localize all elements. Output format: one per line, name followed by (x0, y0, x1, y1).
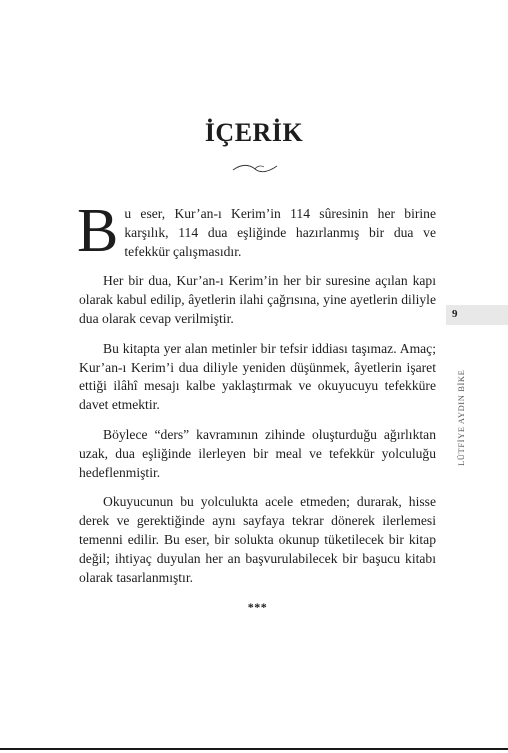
drop-cap: B (77, 197, 119, 265)
paragraph-3: Bu kitapta yer alan metinler bir tefsir iddiası taşımaz. Amaç; Kur’an-ı Kerim’i dua diliyle yeniden düşünmek, âyetlerin işaret ettiği ilâhî mesajı kalbe yaklaştırmak ve okuyucuyu tefekküre davet etmektir. (79, 340, 436, 413)
chapter-title: İÇERİK (204, 118, 304, 147)
body-text (77, 197, 436, 617)
paragraph-4: Böylece “ders” kavramının zihinde oluşturduğu ağırlıktan uzak, dua eşliğinde ilerleyen bir meal ve tefekkür yolculuğu hedeflenmiştir. (79, 426, 436, 480)
paragraph-2: Her bir dua, Kur’an-ı Kerim’in her bir suresine açılan kapı olarak kabul edilip, âyetlerin ilahi çağrısına, yine ayetlerin diliyle dua olarak cevap verilmiştir. (79, 273, 436, 326)
paragraph-1-text: u eser, Kur’an-ı Kerim’in 114 sûresinin her birine karşılık, 114 dua eşliğinde hazırlanmış bir dua ve tefekkür çalışmasıdır. (124, 206, 436, 259)
paragraph-5: Okuyucunun bu yolculukta acele etmeden; durarak, hisse derek ve gerektiğinde aynı sayfaya tekrar dönerek ilerlemesi temenni edilir. Bu eser, bir solukta okunup tüketilecek bir kitap değil; ihtiyaç duyulan her an başvurulabilecek bir başucu kitabı olarak tasarlanmıştır. (79, 494, 436, 585)
running-head-text: LÜTFİYE AYDIN BİKE (456, 369, 466, 466)
bottom-rule (0, 748, 508, 750)
section-break: *** (247, 600, 268, 615)
running-head (456, 338, 468, 468)
ornament-flourish-icon (231, 161, 279, 175)
paragraph-1 (77, 197, 436, 265)
page-number: 9 (452, 308, 458, 320)
